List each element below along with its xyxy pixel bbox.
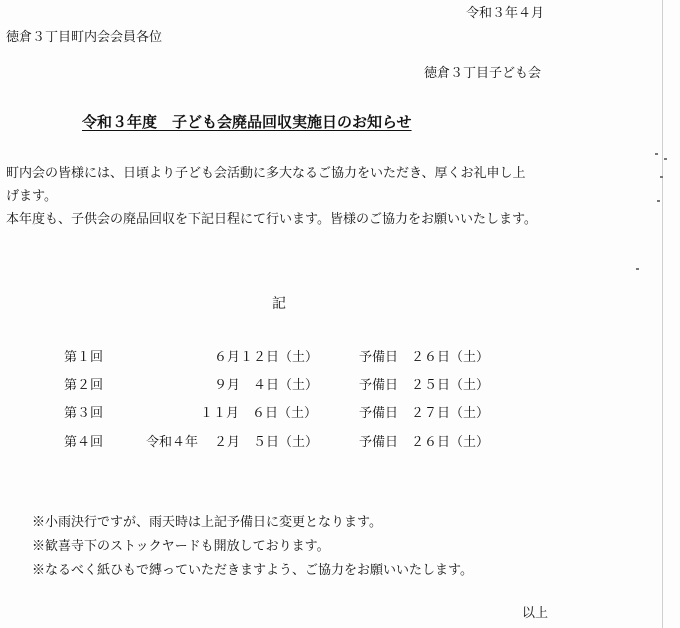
note-item: ※歓喜寺下のストックヤードも開放しております。: [32, 539, 330, 554]
body-line-1: 町内会の皆様には、日頃より子ども会活動に多大なるご協力をいただき、厚くお礼申し上: [6, 166, 526, 181]
body-line-2: げます。: [6, 189, 57, 204]
scan-edge-line: [662, 0, 663, 628]
reserve-date: ２５日（土）: [411, 378, 490, 393]
reserve-label: 予備日: [359, 435, 399, 450]
body-line-3: 本年度も、子供会の廃品回収を下記日程にて行います。皆様のご協力をお願いいたします。: [6, 212, 537, 227]
schedule-date: ６月１２日（土）: [214, 350, 319, 365]
reserve-label: 予備日: [359, 350, 399, 365]
schedule-round: 第４回: [64, 435, 104, 450]
scan-speck: [636, 268, 639, 270]
reserve-label: 予備日: [359, 406, 399, 421]
schedule-date: ９月 ４日（土）: [214, 378, 319, 393]
scan-speck: [664, 158, 667, 160]
recipient: 徳倉３丁目町内会会員各位: [6, 30, 163, 45]
issue-date: 令和３年４月: [466, 6, 545, 21]
schedule-round: 第２回: [64, 378, 104, 393]
schedule-era: 令和４年: [146, 435, 199, 450]
schedule-round: 第３回: [64, 406, 104, 421]
schedule-round: 第１回: [64, 350, 104, 365]
closing-mark: 以上: [522, 606, 549, 621]
scan-speck: [655, 153, 658, 155]
scan-speck: [657, 200, 660, 202]
document-title: 令和３年度 子ども会廃品回収実施日のお知らせ: [82, 113, 412, 131]
schedule-date: ２月 ５日（土）: [214, 435, 319, 450]
reserve-date: ２６日（土）: [411, 435, 490, 450]
note-item: ※小雨決行ですが、雨天時は上記予備日に変更となります。: [32, 515, 382, 530]
reserve-date: ２７日（土）: [411, 406, 490, 421]
note-item: ※なるべく紙ひもで縛っていただきますよう、ご協力をお願いいたします。: [32, 563, 473, 578]
scan-speck: [660, 176, 663, 178]
reserve-label: 予備日: [359, 378, 399, 393]
ki-heading: 記: [272, 296, 286, 312]
sender: 徳倉３丁目子ども会: [424, 66, 542, 81]
schedule-date: １１月 ６日（土）: [200, 406, 318, 421]
reserve-date: ２６日（土）: [411, 350, 490, 365]
